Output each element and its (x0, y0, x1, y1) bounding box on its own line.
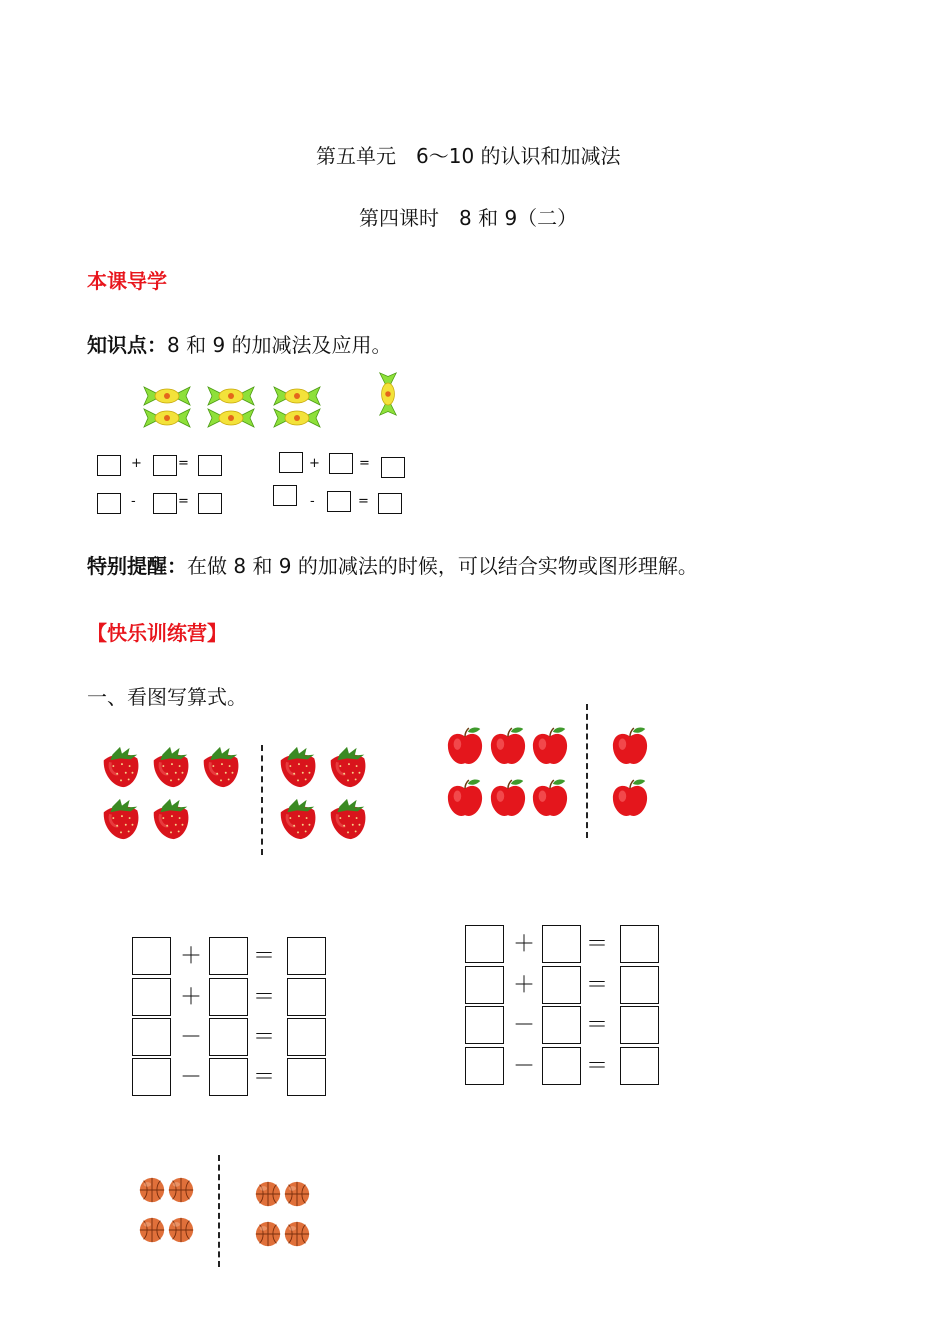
answer-box[interactable] (542, 1006, 581, 1044)
answer-box[interactable] (97, 493, 121, 514)
equals-sign: = (178, 456, 189, 471)
special-reminder (87, 550, 698, 579)
candy-icon (270, 385, 324, 407)
answer-box[interactable] (209, 937, 248, 975)
answer-box[interactable] (378, 493, 402, 514)
basketball-icon (138, 1176, 166, 1204)
answer-box[interactable] (287, 1018, 326, 1056)
strawberry-icon (99, 745, 143, 789)
equals-sign: ＝ (586, 1013, 609, 1038)
minus-sign: － (180, 1065, 203, 1090)
lesson-title: 第四课时 8 和 9（二） (359, 206, 578, 230)
answer-box[interactable] (279, 452, 303, 473)
answer-box[interactable] (465, 1047, 504, 1085)
answer-box[interactable] (97, 455, 121, 476)
divider-line (218, 1155, 220, 1267)
strawberry-icon (99, 797, 143, 841)
guide-heading: 本课导学 (87, 269, 167, 293)
basketball-icon (138, 1216, 166, 1244)
plus-sign: ＋ (180, 944, 203, 969)
apple-icon (446, 779, 484, 819)
apple-icon (611, 727, 649, 767)
answer-box[interactable] (620, 925, 659, 963)
minus-sign: - (131, 494, 136, 509)
answer-box[interactable] (209, 1018, 248, 1056)
answer-box[interactable] (620, 1006, 659, 1044)
equals-sign: ＝ (586, 1054, 609, 1079)
answer-box[interactable] (209, 1058, 248, 1096)
basketball-icon (283, 1180, 311, 1208)
plus-sign: ＋ (180, 985, 203, 1010)
minus-sign: － (513, 1054, 536, 1079)
plus-sign: ＋ (513, 973, 536, 998)
strawberry-icon (149, 745, 193, 789)
answer-box[interactable] (153, 493, 177, 514)
answer-box[interactable] (542, 966, 581, 1004)
answer-box[interactable] (153, 455, 177, 476)
answer-box[interactable] (287, 1058, 326, 1096)
plus-sign: + (131, 456, 142, 471)
answer-box[interactable] (381, 457, 405, 478)
answer-box[interactable] (132, 978, 171, 1016)
equals-sign: = (359, 456, 370, 471)
candy-icon (204, 407, 258, 429)
apple-icon (531, 727, 569, 767)
candy-icon (140, 407, 194, 429)
reminder-label: 特别提醒： (87, 554, 187, 578)
practice-heading: 【快乐训练营】 (87, 621, 227, 645)
answer-box[interactable] (198, 455, 222, 476)
apple-icon (446, 727, 484, 767)
minus-sign: － (513, 1013, 536, 1038)
candy-icon (270, 407, 324, 429)
answer-box[interactable] (273, 485, 297, 506)
answer-box[interactable] (132, 937, 171, 975)
answer-box[interactable] (209, 978, 248, 1016)
answer-box[interactable] (329, 453, 353, 474)
equals-sign: ＝ (586, 932, 609, 957)
answer-box[interactable] (542, 1047, 581, 1085)
equals-sign: ＝ (253, 985, 276, 1010)
equals-sign: ＝ (586, 973, 609, 998)
apple-icon (611, 779, 649, 819)
strawberry-icon (326, 745, 370, 789)
equals-sign: ＝ (253, 1065, 276, 1090)
answer-box[interactable] (620, 966, 659, 1004)
knowledge-text: 8 和 9 的加减法及应用。 (167, 333, 392, 357)
answer-box[interactable] (287, 937, 326, 975)
basketball-icon (283, 1220, 311, 1248)
strawberry-icon (199, 745, 243, 789)
equals-sign: = (178, 494, 189, 509)
basketball-icon (167, 1176, 195, 1204)
answer-box[interactable] (465, 925, 504, 963)
basketball-icon (254, 1220, 282, 1248)
question-1-title: 一、看图写算式。 (87, 685, 247, 709)
knowledge-label: 知识点： (87, 333, 167, 357)
equals-sign: ＝ (253, 944, 276, 969)
answer-box[interactable] (327, 491, 351, 512)
basketball-icon (167, 1216, 195, 1244)
reminder-text: 在做 8 和 9 的加减法的时候，可以结合实物或图形理解。 (187, 554, 698, 578)
strawberry-icon (149, 797, 193, 841)
plus-sign: ＋ (513, 932, 536, 957)
answer-box[interactable] (198, 493, 222, 514)
candy-icon (204, 385, 258, 407)
divider-line (586, 704, 588, 838)
apple-icon (531, 779, 569, 819)
knowledge-point (87, 329, 392, 358)
answer-box[interactable] (465, 966, 504, 1004)
divider-line (261, 745, 263, 855)
answer-box[interactable] (132, 1058, 171, 1096)
plus-sign: + (309, 456, 320, 471)
answer-box[interactable] (132, 1018, 171, 1056)
answer-box[interactable] (465, 1006, 504, 1044)
apple-icon (489, 779, 527, 819)
strawberry-icon (276, 797, 320, 841)
candy-icon (140, 385, 194, 407)
candy-icon (377, 371, 399, 417)
strawberry-icon (276, 745, 320, 789)
answer-box[interactable] (620, 1047, 659, 1085)
minus-sign: － (180, 1025, 203, 1050)
answer-box[interactable] (287, 978, 326, 1016)
unit-title: 第五单元 6～10 的认识和加减法 (316, 144, 621, 168)
answer-box[interactable] (542, 925, 581, 963)
minus-sign: - (310, 494, 315, 509)
apple-icon (489, 727, 527, 767)
strawberry-icon (326, 797, 370, 841)
equals-sign: = (358, 494, 369, 509)
basketball-icon (254, 1180, 282, 1208)
equals-sign: ＝ (253, 1025, 276, 1050)
